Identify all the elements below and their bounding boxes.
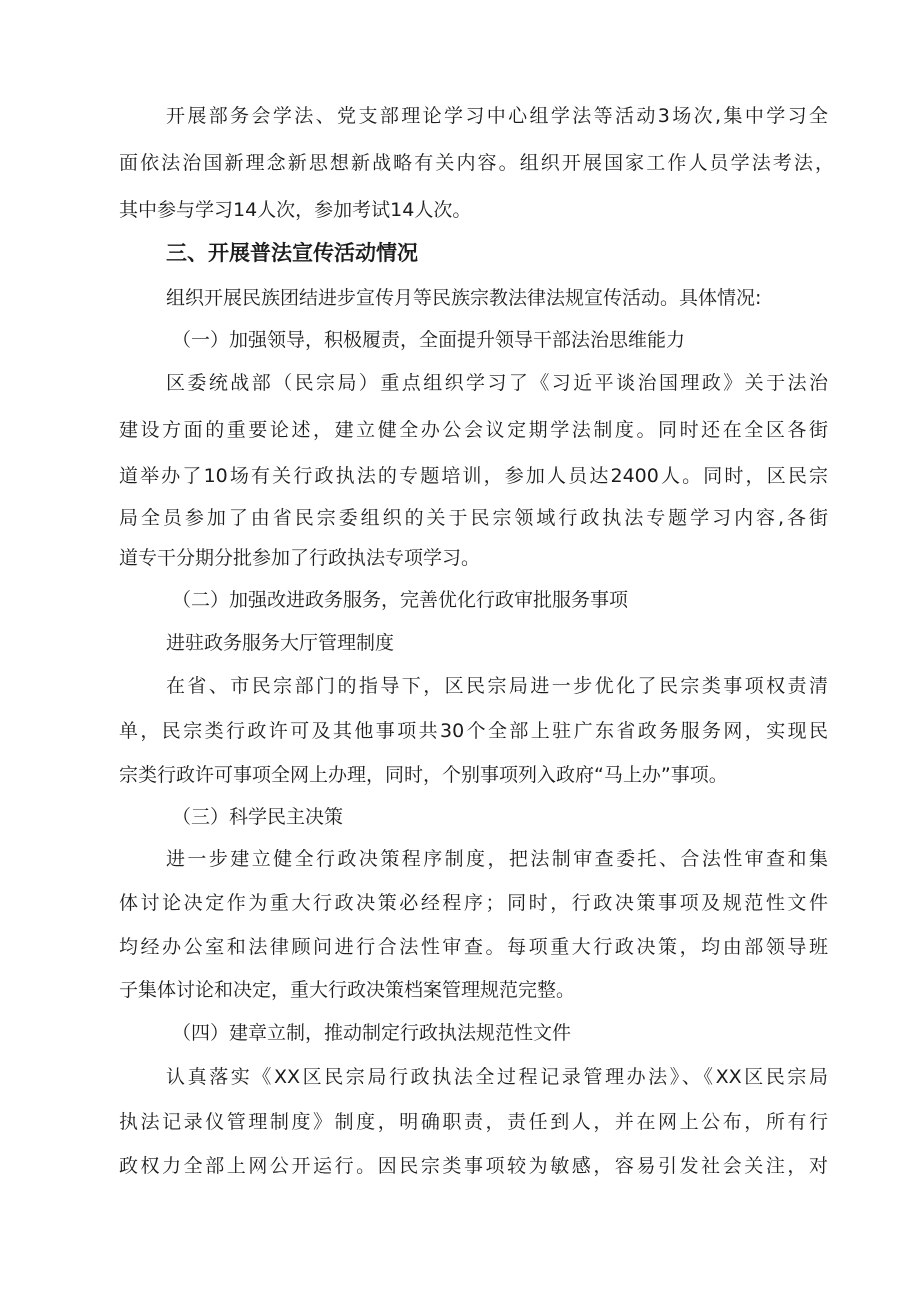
subsection-heading: （二）加强改进政务服务，完善优化行政审批服务事项 xyxy=(172,589,629,611)
paragraph-line: 局全员参加了由省民宗委组织的关于民宗领域行政执法专题学习内容,各街 xyxy=(119,507,828,529)
paragraph-line: 认真落实《XX区民宗局行政执法全过程记录管理办法》、《XX区民宗局 xyxy=(166,1066,828,1088)
paragraph-line: 执法记录仪管理制度》制度，明确职责，责任到人，并在网上公布，所有行 xyxy=(119,1111,828,1133)
paragraph-line: 在省、市民宗部门的指导下，区民宗局进一步优化了民宗类事项权责清 xyxy=(166,675,828,697)
paragraph-line: 组织开展民族团结进步宣传月等民族宗教法律法规宣传活动。具体情况: xyxy=(166,287,762,309)
paragraph-line: 子集体讨论和决定，重大行政决策档案管理规范完整。 xyxy=(119,979,576,1001)
paragraph-line: 政权力全部上网公开运行。因民宗类事项较为敏感，容易引发社会关注，对 xyxy=(119,1155,828,1177)
paragraph-line: 体讨论决定作为重大行政决策必经程序；同时，行政决策事项及规范性文件 xyxy=(119,892,828,914)
subsection-heading: （一）加强领导，积极履责，全面提升领导干部法治思维能力 xyxy=(172,329,686,351)
section-heading: 三、开展普法宣传活动情况 xyxy=(166,241,418,265)
paragraph-line: 其中参与学习14人次，参加考试14人次。 xyxy=(119,199,472,221)
subsection-heading: （四）建章立制，推动制定行政执法规范性文件 xyxy=(172,1022,572,1044)
paragraph-line: 开展部务会学法、党支部理论学习中心组学法等活动3场次,集中学习全 xyxy=(166,105,828,127)
paragraph-line: 道专干分期分批参加了行政执法专项学习。 xyxy=(119,547,481,569)
paragraph-line: 宗类行政许可事项全网上办理，同时，个别事项列入政府“马上办”事项。 xyxy=(119,764,728,786)
paragraph-line: 均经办公室和法律顾问进行合法性审查。每项重大行政决策，均由部领导班 xyxy=(119,936,828,958)
paragraph-line: 进驻政务服务大厅管理制度 xyxy=(166,632,395,654)
paragraph-line: 面依法治国新理念新思想新战略有关内容。组织开展国家工作人员学法考法， xyxy=(119,152,834,174)
paragraph-line: 单，民宗类行政许可及其他事项共30个全部上驻广东省政务服务网，实现民 xyxy=(119,720,828,742)
paragraph-line: 建设方面的重要论述，建立健全办公会议定期学法制度。同时还在全区各街 xyxy=(119,419,828,441)
paragraph-line: 道举办了10场有关行政执法的专题培训，参加人员达2400人。同时，区民宗 xyxy=(119,465,828,487)
paragraph-line: 进一步建立健全行政决策程序制度，把法制审查委托、合法性审查和集 xyxy=(166,848,828,870)
paragraph-line: 区委统战部（民宗局）重点组织学习了《习近平谈治国理政》关于法治 xyxy=(166,372,828,394)
subsection-heading: （三）科学民主决策 xyxy=(172,806,344,828)
